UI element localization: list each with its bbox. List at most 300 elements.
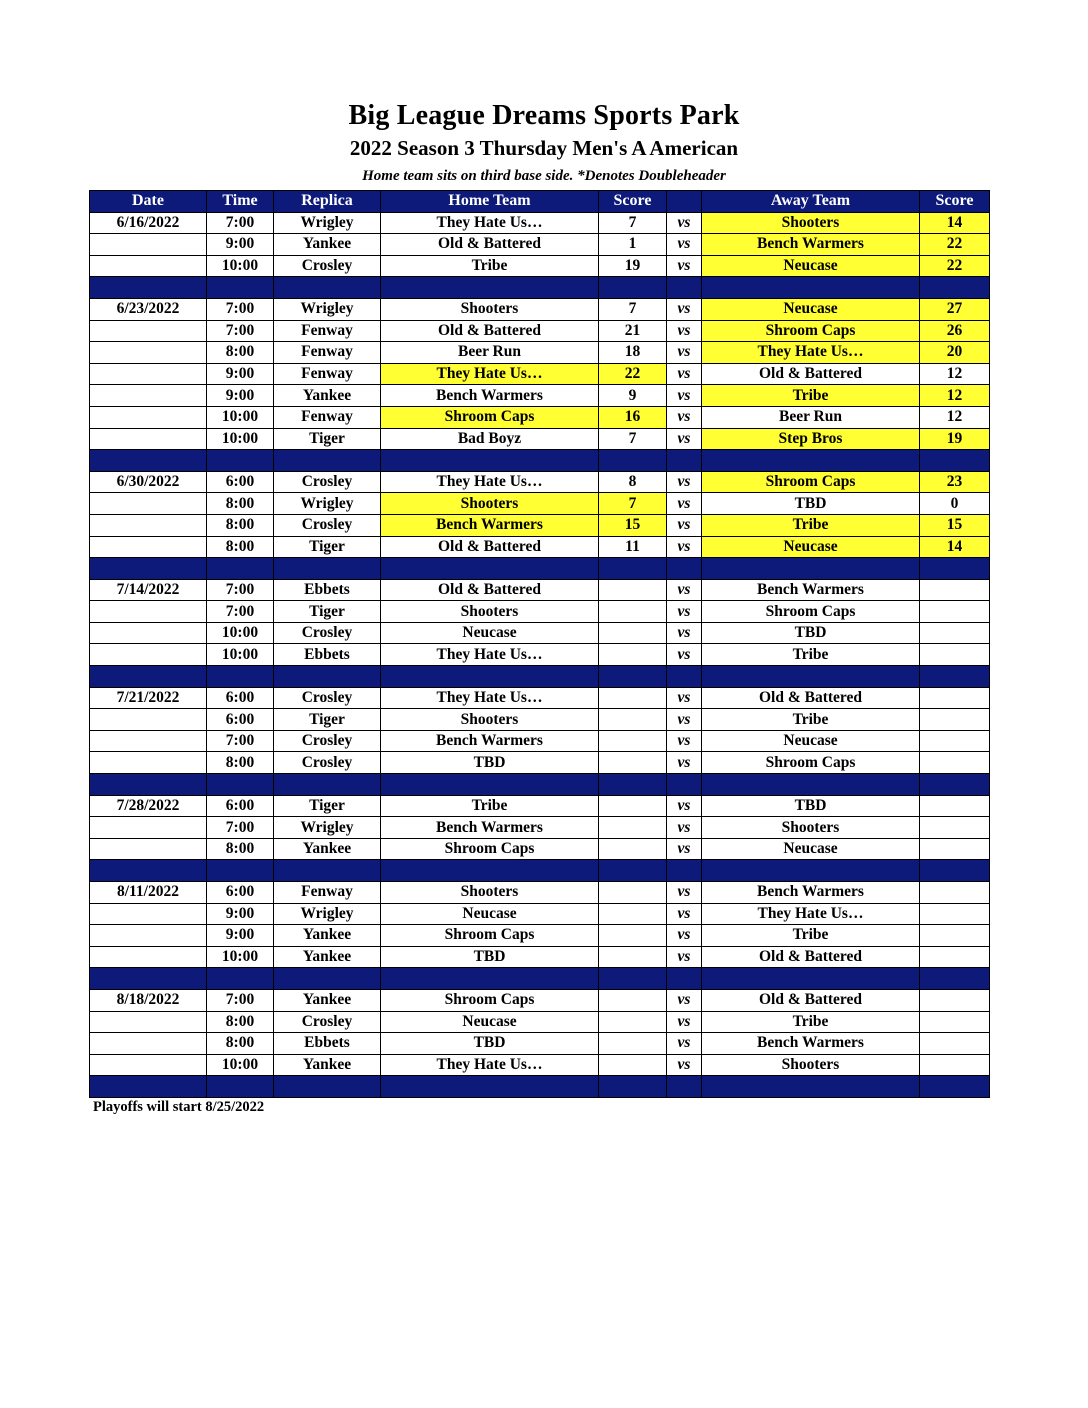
col-header-vs bbox=[667, 191, 702, 213]
game-replica-field: Crosley bbox=[274, 752, 381, 774]
away-team: Shroom Caps bbox=[702, 752, 920, 774]
game-replica-field: Crosley bbox=[274, 622, 381, 644]
vs-label: vs bbox=[667, 298, 702, 320]
home-team: Shooters bbox=[381, 709, 599, 731]
table-row bbox=[90, 234, 990, 256]
separator-cell bbox=[599, 666, 667, 688]
away-score: 12 bbox=[920, 385, 990, 407]
away-team: Neucase bbox=[702, 730, 920, 752]
away-score: 22 bbox=[920, 234, 990, 256]
week-separator-row bbox=[90, 774, 990, 796]
home-score bbox=[599, 709, 667, 731]
home-score bbox=[599, 622, 667, 644]
week-separator-row bbox=[90, 450, 990, 472]
separator-cell bbox=[599, 860, 667, 882]
home-score: 7 bbox=[599, 298, 667, 320]
home-team: They Hate Us… bbox=[381, 363, 599, 385]
game-date bbox=[90, 1054, 207, 1076]
away-score bbox=[920, 1054, 990, 1076]
game-replica-field: Crosley bbox=[274, 1011, 381, 1033]
vs-label: vs bbox=[667, 255, 702, 277]
vs-label: vs bbox=[667, 428, 702, 450]
game-time: 9:00 bbox=[207, 385, 274, 407]
separator-cell bbox=[381, 558, 599, 580]
table-row bbox=[90, 795, 990, 817]
separator-cell bbox=[274, 774, 381, 796]
table-row bbox=[90, 493, 990, 515]
home-score: 16 bbox=[599, 406, 667, 428]
vs-label: vs bbox=[667, 1054, 702, 1076]
col-header-away-score: Score bbox=[920, 191, 990, 213]
game-date bbox=[90, 385, 207, 407]
home-team: Bench Warmers bbox=[381, 514, 599, 536]
table-row bbox=[90, 385, 990, 407]
separator-cell bbox=[920, 860, 990, 882]
game-date bbox=[90, 1011, 207, 1033]
separator-cell bbox=[207, 558, 274, 580]
away-score: 27 bbox=[920, 298, 990, 320]
game-replica-field: Wrigley bbox=[274, 493, 381, 515]
game-replica-field: Yankee bbox=[274, 234, 381, 256]
table-row bbox=[90, 838, 990, 860]
away-team: Tribe bbox=[702, 1011, 920, 1033]
home-team: They Hate Us… bbox=[381, 644, 599, 666]
home-team: TBD bbox=[381, 946, 599, 968]
col-header-home-team: Home Team bbox=[381, 191, 599, 213]
vs-label: vs bbox=[667, 1011, 702, 1033]
away-score bbox=[920, 946, 990, 968]
game-time: 6:00 bbox=[207, 709, 274, 731]
away-score bbox=[920, 622, 990, 644]
away-score bbox=[920, 687, 990, 709]
game-replica-field: Crosley bbox=[274, 730, 381, 752]
separator-cell bbox=[599, 1076, 667, 1098]
game-date: 7/14/2022 bbox=[90, 579, 207, 601]
table-row bbox=[90, 320, 990, 342]
home-team: Neucase bbox=[381, 1011, 599, 1033]
vs-label: vs bbox=[667, 493, 702, 515]
page-title: Big League Dreams Sports Park bbox=[348, 100, 740, 131]
separator-cell bbox=[920, 277, 990, 299]
away-score: 12 bbox=[920, 363, 990, 385]
away-team: Bench Warmers bbox=[702, 234, 920, 256]
game-date: 6/23/2022 bbox=[90, 298, 207, 320]
game-replica-field: Yankee bbox=[274, 989, 381, 1011]
home-team: Bench Warmers bbox=[381, 385, 599, 407]
home-score bbox=[599, 730, 667, 752]
separator-cell bbox=[207, 277, 274, 299]
game-time: 7:00 bbox=[207, 989, 274, 1011]
separator-cell bbox=[207, 774, 274, 796]
game-time: 8:00 bbox=[207, 1011, 274, 1033]
game-date: 8/11/2022 bbox=[90, 882, 207, 904]
table-row bbox=[90, 298, 990, 320]
game-date bbox=[90, 752, 207, 774]
week-separator-row bbox=[90, 1076, 990, 1098]
separator-cell bbox=[90, 774, 207, 796]
separator-cell bbox=[381, 860, 599, 882]
game-time: 9:00 bbox=[207, 903, 274, 925]
vs-label: vs bbox=[667, 622, 702, 644]
game-replica-field: Crosley bbox=[274, 514, 381, 536]
game-date bbox=[90, 234, 207, 256]
home-team: They Hate Us… bbox=[381, 687, 599, 709]
game-time: 8:00 bbox=[207, 514, 274, 536]
week-separator-row bbox=[90, 666, 990, 688]
game-replica-field: Tiger bbox=[274, 709, 381, 731]
home-score bbox=[599, 687, 667, 709]
away-score bbox=[920, 989, 990, 1011]
away-team: Bench Warmers bbox=[702, 882, 920, 904]
game-replica-field: Ebbets bbox=[274, 644, 381, 666]
vs-label: vs bbox=[667, 234, 702, 256]
game-replica-field: Crosley bbox=[274, 255, 381, 277]
table-row bbox=[90, 601, 990, 623]
separator-cell bbox=[702, 666, 920, 688]
home-score bbox=[599, 1011, 667, 1033]
game-replica-field: Fenway bbox=[274, 406, 381, 428]
home-score: 11 bbox=[599, 536, 667, 558]
separator-cell bbox=[90, 277, 207, 299]
separator-cell bbox=[667, 860, 702, 882]
table-row bbox=[90, 363, 990, 385]
vs-label: vs bbox=[667, 946, 702, 968]
separator-cell bbox=[274, 1076, 381, 1098]
home-team: Shroom Caps bbox=[381, 989, 599, 1011]
home-team: Shroom Caps bbox=[381, 406, 599, 428]
separator-cell bbox=[667, 277, 702, 299]
separator-cell bbox=[207, 1076, 274, 1098]
away-score bbox=[920, 579, 990, 601]
away-team: Neucase bbox=[702, 298, 920, 320]
game-time: 8:00 bbox=[207, 838, 274, 860]
separator-cell bbox=[920, 968, 990, 990]
table-header-row bbox=[90, 191, 990, 213]
game-date bbox=[90, 903, 207, 925]
separator-cell bbox=[381, 774, 599, 796]
away-score bbox=[920, 817, 990, 839]
separator-cell bbox=[920, 1076, 990, 1098]
game-time: 6:00 bbox=[207, 795, 274, 817]
vs-label: vs bbox=[667, 687, 702, 709]
game-date bbox=[90, 493, 207, 515]
game-date bbox=[90, 320, 207, 342]
vs-label: vs bbox=[667, 514, 702, 536]
schedule-note: Home team sits on third base side. *Denotes Doubleheader bbox=[362, 168, 726, 184]
separator-cell bbox=[90, 558, 207, 580]
away-team: Beer Run bbox=[702, 406, 920, 428]
home-team: Shooters bbox=[381, 298, 599, 320]
home-score bbox=[599, 817, 667, 839]
col-header-time: Time bbox=[207, 191, 274, 213]
table-row bbox=[90, 882, 990, 904]
away-score: 14 bbox=[920, 212, 990, 234]
game-date: 7/21/2022 bbox=[90, 687, 207, 709]
home-score: 19 bbox=[599, 255, 667, 277]
game-time: 7:00 bbox=[207, 320, 274, 342]
table-row bbox=[90, 903, 990, 925]
vs-label: vs bbox=[667, 925, 702, 947]
vs-label: vs bbox=[667, 795, 702, 817]
home-score bbox=[599, 601, 667, 623]
game-replica-field: Tiger bbox=[274, 795, 381, 817]
home-score: 22 bbox=[599, 363, 667, 385]
game-replica-field: Crosley bbox=[274, 471, 381, 493]
table-row bbox=[90, 817, 990, 839]
game-replica-field: Yankee bbox=[274, 925, 381, 947]
game-replica-field: Fenway bbox=[274, 882, 381, 904]
home-team: Bench Warmers bbox=[381, 730, 599, 752]
home-score bbox=[599, 579, 667, 601]
home-team: TBD bbox=[381, 752, 599, 774]
separator-cell bbox=[667, 1076, 702, 1098]
game-time: 8:00 bbox=[207, 752, 274, 774]
home-team: Shooters bbox=[381, 601, 599, 623]
game-date bbox=[90, 644, 207, 666]
vs-label: vs bbox=[667, 1033, 702, 1055]
separator-cell bbox=[599, 277, 667, 299]
game-date bbox=[90, 601, 207, 623]
away-team: Step Bros bbox=[702, 428, 920, 450]
home-team: Beer Run bbox=[381, 342, 599, 364]
home-score bbox=[599, 925, 667, 947]
separator-cell bbox=[667, 450, 702, 472]
away-team: Tribe bbox=[702, 644, 920, 666]
game-replica-field: Wrigley bbox=[274, 298, 381, 320]
vs-label: vs bbox=[667, 752, 702, 774]
away-team: TBD bbox=[702, 493, 920, 515]
game-replica-field: Yankee bbox=[274, 1054, 381, 1076]
separator-cell bbox=[207, 860, 274, 882]
playoffs-note: Playoffs will start 8/25/2022 bbox=[93, 1099, 265, 1115]
home-team: Tribe bbox=[381, 795, 599, 817]
away-score: 22 bbox=[920, 255, 990, 277]
away-score: 15 bbox=[920, 514, 990, 536]
separator-cell bbox=[702, 558, 920, 580]
game-time: 7:00 bbox=[207, 730, 274, 752]
away-team: Tribe bbox=[702, 709, 920, 731]
home-score bbox=[599, 946, 667, 968]
table-row bbox=[90, 622, 990, 644]
game-replica-field: Yankee bbox=[274, 385, 381, 407]
week-separator-row bbox=[90, 558, 990, 580]
vs-label: vs bbox=[667, 536, 702, 558]
home-team: They Hate Us… bbox=[381, 1054, 599, 1076]
home-score: 9 bbox=[599, 385, 667, 407]
game-time: 8:00 bbox=[207, 493, 274, 515]
table-row bbox=[90, 946, 990, 968]
separator-cell bbox=[920, 774, 990, 796]
separator-cell bbox=[90, 1076, 207, 1098]
away-team: Neucase bbox=[702, 536, 920, 558]
game-time: 7:00 bbox=[207, 601, 274, 623]
game-date bbox=[90, 817, 207, 839]
separator-cell bbox=[274, 450, 381, 472]
away-score bbox=[920, 838, 990, 860]
game-replica-field: Wrigley bbox=[274, 817, 381, 839]
game-date bbox=[90, 730, 207, 752]
game-time: 8:00 bbox=[207, 536, 274, 558]
game-time: 10:00 bbox=[207, 255, 274, 277]
table-row bbox=[90, 1033, 990, 1055]
separator-cell bbox=[90, 968, 207, 990]
game-date: 8/18/2022 bbox=[90, 989, 207, 1011]
separator-cell bbox=[599, 450, 667, 472]
col-header-away-team: Away Team bbox=[702, 191, 920, 213]
game-date bbox=[90, 428, 207, 450]
game-date: 6/16/2022 bbox=[90, 212, 207, 234]
separator-cell bbox=[702, 450, 920, 472]
table-row bbox=[90, 752, 990, 774]
separator-cell bbox=[702, 968, 920, 990]
game-replica-field: Wrigley bbox=[274, 212, 381, 234]
game-date bbox=[90, 363, 207, 385]
separator-cell bbox=[381, 1076, 599, 1098]
home-team: Neucase bbox=[381, 622, 599, 644]
table-row bbox=[90, 1011, 990, 1033]
separator-cell bbox=[667, 774, 702, 796]
vs-label: vs bbox=[667, 320, 702, 342]
game-replica-field: Yankee bbox=[274, 838, 381, 860]
table-row bbox=[90, 212, 990, 234]
separator-cell bbox=[599, 558, 667, 580]
away-team: Shroom Caps bbox=[702, 320, 920, 342]
separator-cell bbox=[599, 774, 667, 796]
vs-label: vs bbox=[667, 471, 702, 493]
home-score: 7 bbox=[599, 428, 667, 450]
game-replica-field: Ebbets bbox=[274, 579, 381, 601]
home-team: Shroom Caps bbox=[381, 925, 599, 947]
week-separator-row bbox=[90, 860, 990, 882]
home-team: Old & Battered bbox=[381, 536, 599, 558]
separator-cell bbox=[920, 450, 990, 472]
table-row bbox=[90, 471, 990, 493]
away-team: TBD bbox=[702, 622, 920, 644]
away-score: 19 bbox=[920, 428, 990, 450]
separator-cell bbox=[207, 968, 274, 990]
away-team: Shooters bbox=[702, 817, 920, 839]
away-team: Neucase bbox=[702, 838, 920, 860]
table-row bbox=[90, 709, 990, 731]
vs-label: vs bbox=[667, 212, 702, 234]
separator-cell bbox=[90, 666, 207, 688]
separator-cell bbox=[667, 968, 702, 990]
game-replica-field: Tiger bbox=[274, 601, 381, 623]
vs-label: vs bbox=[667, 903, 702, 925]
away-team: Old & Battered bbox=[702, 363, 920, 385]
game-date bbox=[90, 514, 207, 536]
home-score bbox=[599, 1033, 667, 1055]
separator-cell bbox=[920, 666, 990, 688]
game-time: 10:00 bbox=[207, 406, 274, 428]
separator-cell bbox=[599, 968, 667, 990]
week-separator-row bbox=[90, 277, 990, 299]
away-team: Shroom Caps bbox=[702, 471, 920, 493]
game-replica-field: Fenway bbox=[274, 363, 381, 385]
home-score: 15 bbox=[599, 514, 667, 536]
game-date bbox=[90, 255, 207, 277]
separator-cell bbox=[90, 450, 207, 472]
game-time: 7:00 bbox=[207, 298, 274, 320]
separator-cell bbox=[274, 666, 381, 688]
game-time: 7:00 bbox=[207, 579, 274, 601]
away-team: Shooters bbox=[702, 1054, 920, 1076]
vs-label: vs bbox=[667, 730, 702, 752]
week-separator-row bbox=[90, 968, 990, 990]
game-date bbox=[90, 946, 207, 968]
table-row bbox=[90, 406, 990, 428]
away-score bbox=[920, 730, 990, 752]
game-time: 10:00 bbox=[207, 622, 274, 644]
vs-label: vs bbox=[667, 989, 702, 1011]
separator-cell bbox=[667, 558, 702, 580]
game-replica-field: Ebbets bbox=[274, 1033, 381, 1055]
home-team: Bad Boyz bbox=[381, 428, 599, 450]
away-team: Neucase bbox=[702, 255, 920, 277]
separator-cell bbox=[274, 558, 381, 580]
vs-label: vs bbox=[667, 817, 702, 839]
game-replica-field: Crosley bbox=[274, 687, 381, 709]
separator-cell bbox=[702, 774, 920, 796]
game-date bbox=[90, 622, 207, 644]
table-row bbox=[90, 1054, 990, 1076]
home-score bbox=[599, 752, 667, 774]
game-time: 6:00 bbox=[207, 471, 274, 493]
game-time: 10:00 bbox=[207, 946, 274, 968]
home-score bbox=[599, 1054, 667, 1076]
away-team: Tribe bbox=[702, 925, 920, 947]
game-date: 6/30/2022 bbox=[90, 471, 207, 493]
vs-label: vs bbox=[667, 385, 702, 407]
game-replica-field: Tiger bbox=[274, 536, 381, 558]
home-score: 1 bbox=[599, 234, 667, 256]
separator-cell bbox=[667, 666, 702, 688]
vs-label: vs bbox=[667, 363, 702, 385]
game-time: 7:00 bbox=[207, 817, 274, 839]
away-score: 0 bbox=[920, 493, 990, 515]
home-score bbox=[599, 989, 667, 1011]
table-row bbox=[90, 255, 990, 277]
vs-label: vs bbox=[667, 579, 702, 601]
game-date bbox=[90, 342, 207, 364]
table-row bbox=[90, 428, 990, 450]
away-score bbox=[920, 752, 990, 774]
away-score bbox=[920, 925, 990, 947]
separator-cell bbox=[920, 558, 990, 580]
separator-cell bbox=[702, 1076, 920, 1098]
game-replica-field: Yankee bbox=[274, 946, 381, 968]
vs-label: vs bbox=[667, 342, 702, 364]
page-subtitle: 2022 Season 3 Thursday Men's A American bbox=[349, 136, 739, 160]
home-score: 8 bbox=[599, 471, 667, 493]
home-team: Tribe bbox=[381, 255, 599, 277]
table-row bbox=[90, 342, 990, 364]
game-time: 9:00 bbox=[207, 363, 274, 385]
separator-cell bbox=[207, 450, 274, 472]
game-replica-field: Tiger bbox=[274, 428, 381, 450]
game-date bbox=[90, 1033, 207, 1055]
separator-cell bbox=[381, 450, 599, 472]
home-score bbox=[599, 838, 667, 860]
home-team: Shooters bbox=[381, 493, 599, 515]
away-team: Bench Warmers bbox=[702, 579, 920, 601]
away-score bbox=[920, 644, 990, 666]
col-header-date: Date bbox=[90, 191, 207, 213]
away-score: 14 bbox=[920, 536, 990, 558]
game-date bbox=[90, 925, 207, 947]
home-team: Old & Battered bbox=[381, 579, 599, 601]
away-team: Shooters bbox=[702, 212, 920, 234]
